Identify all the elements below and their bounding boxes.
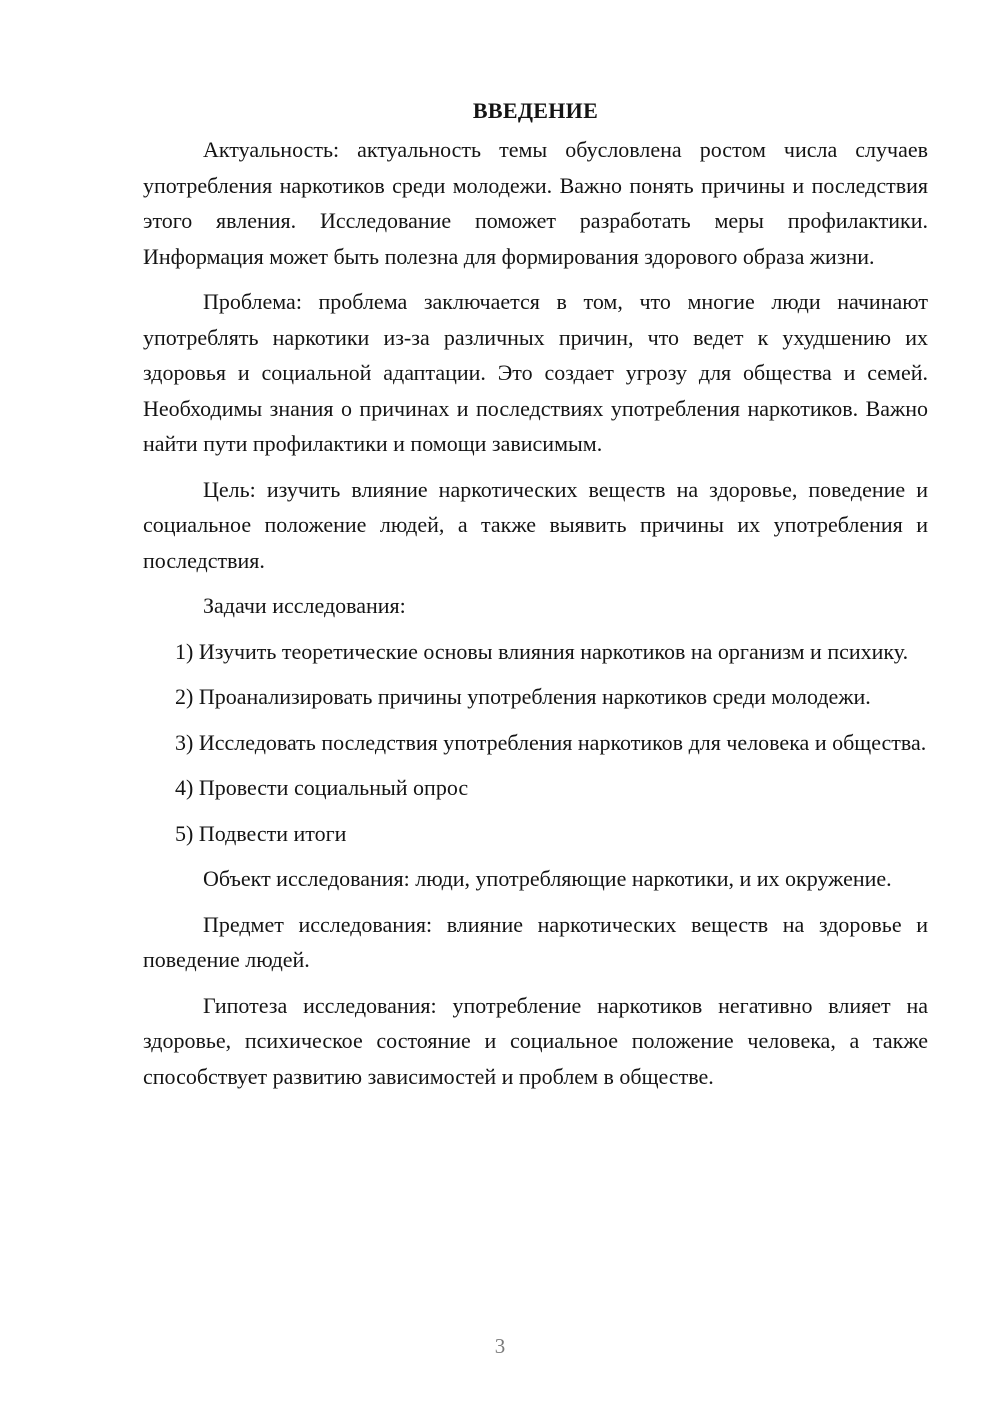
paragraph-subject: Предмет исследования: влияние наркотических веществ на здоровье и поведение людей.	[143, 911, 928, 972]
paragraph-problem: Проблема: проблема заключается в том, что многие люди начинают употреблять наркотики из-за различных причин, что ведет к ухудшению их здоровья и социальной адаптации. Это создает угрозу для общества и семей. Необходимы знания о причинах и последствиях употребления наркотиков. Важно найти пути профилактики и помощи зависимым.	[143, 289, 928, 456]
task-item-5: 5) Подвести итоги	[175, 820, 347, 846]
paragraph-object: Объект исследования: люди, употребляющие наркотики, и их окружение.	[203, 866, 892, 891]
page-number: 3	[494, 1334, 506, 1358]
task-item-4: 4) Провести социальный опрос	[175, 775, 469, 800]
task-item-2: 2) Проанализировать причины употребления наркотиков среди молодежи.	[175, 684, 871, 709]
task-item-3: 3) Исследовать последствия употребления наркотиков для человека и общества.	[175, 729, 927, 755]
paragraph-relevance: Актуальность: актуальность темы обусловлена ростом числа случаев употребления наркотиков среди молодежи. Важно понять причины и последствия этого явления. Исследование поможет разработать меры профилактики. Информация может быть полезна для формирования здорового образа жизни.	[143, 137, 928, 269]
paragraph-tasks-heading: Задачи исследования:	[203, 593, 406, 618]
task-item-1: 1) Изучить теоретические основы влияния наркотиков на организм и психику.	[175, 638, 909, 664]
section-title: ВВЕДЕНИЕ	[472, 98, 599, 123]
paragraph-hypothesis: Гипотеза исследования: употребление наркотиков негативно влияет на здоровье, психическое состояние и социальное положение человека, а также способствует развитию зависимостей и проблем в обществе.	[143, 992, 928, 1089]
paragraph-goal: Цель: изучить влияние наркотических веществ на здоровье, поведение и социальное положение людей, а также выявить причины их употребления и последствия.	[143, 476, 928, 573]
